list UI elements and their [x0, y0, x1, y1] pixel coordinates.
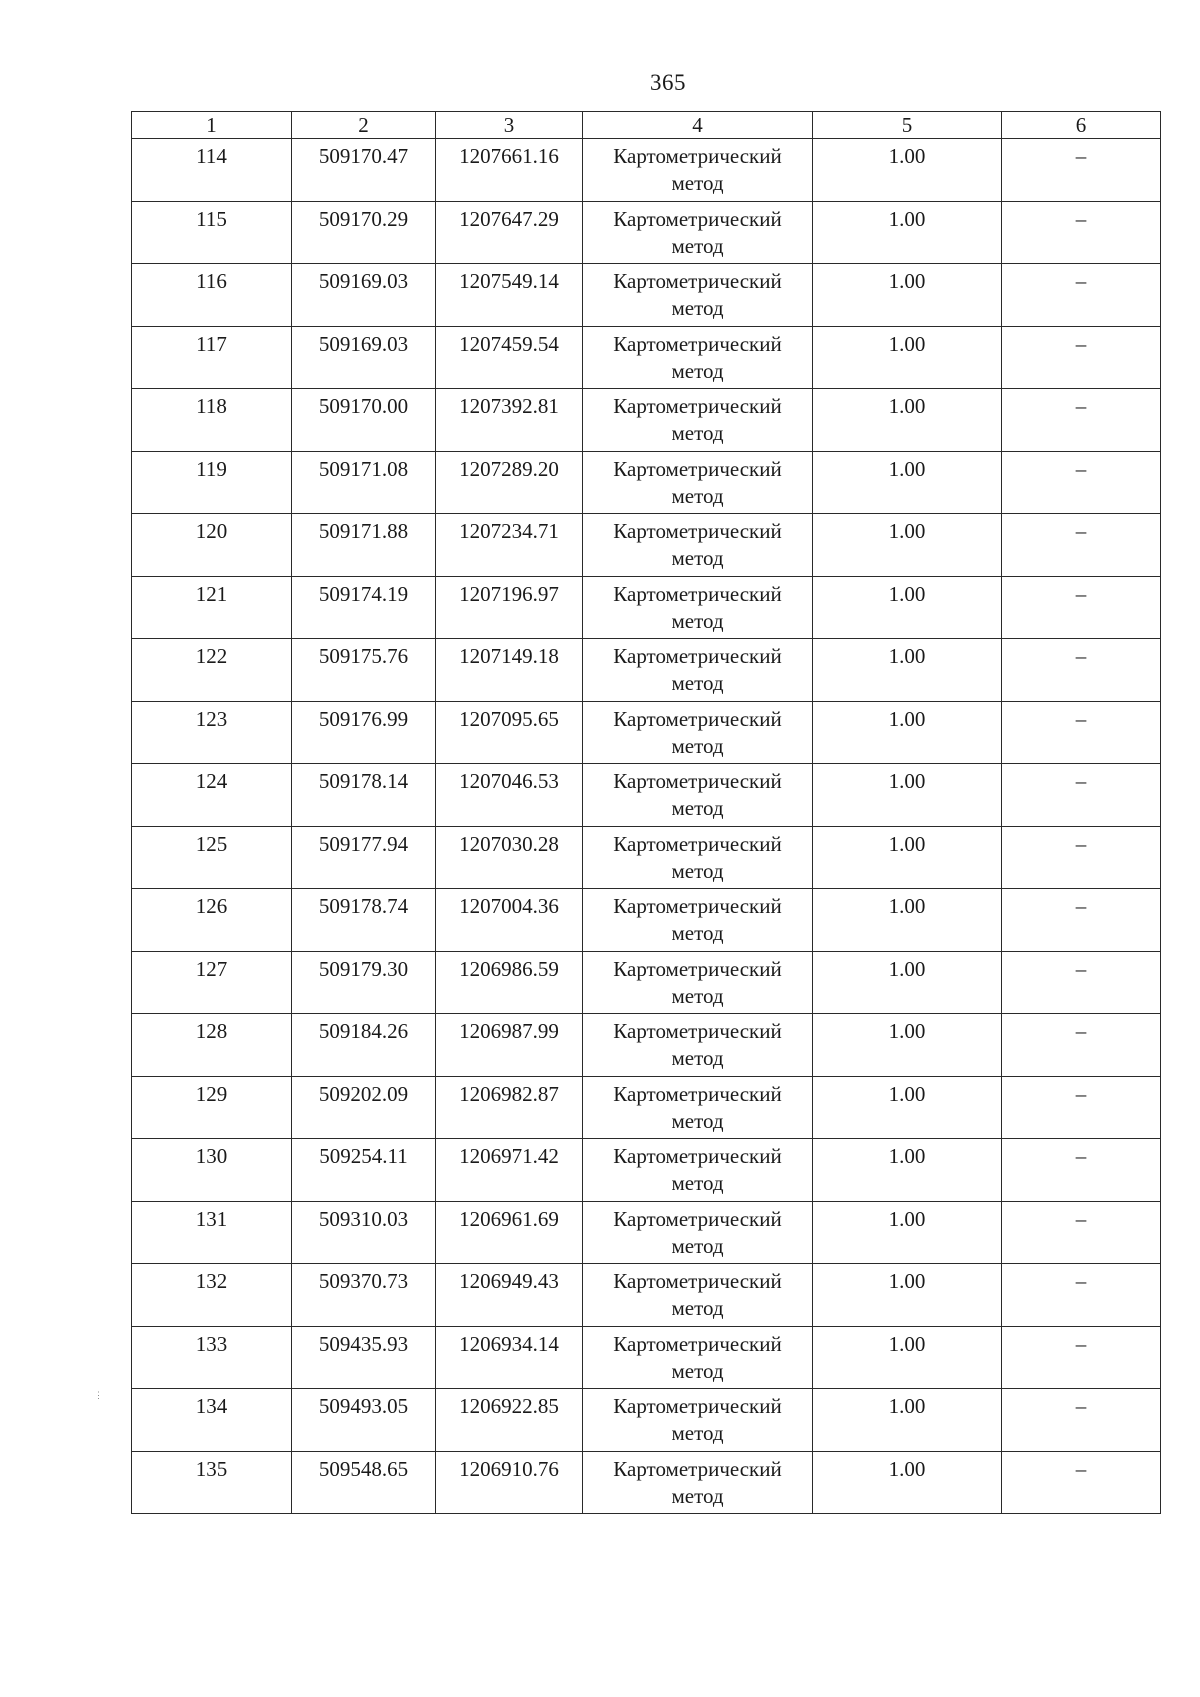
cell-point-number: 126	[132, 889, 292, 952]
table-row	[132, 1076, 1161, 1139]
cell-note: –	[1002, 951, 1161, 1014]
cell-point-number: 135	[132, 1451, 292, 1514]
cell-note: –	[1002, 326, 1161, 389]
cell-coordinate-x: 509169.03	[292, 326, 436, 389]
cell-coordinate-y: 1207234.71	[436, 514, 583, 577]
cell-note: –	[1002, 826, 1161, 889]
cell-coordinate-x: 509170.47	[292, 139, 436, 202]
cell-coordinate-x: 509171.88	[292, 514, 436, 577]
table-row	[132, 1139, 1161, 1202]
cell-method: Картометрический метод	[583, 764, 813, 827]
table-row	[132, 1451, 1161, 1514]
cell-accuracy: 1.00	[813, 951, 1002, 1014]
cell-method: Картометрический метод	[583, 139, 813, 202]
cell-note: –	[1002, 139, 1161, 202]
cell-accuracy: 1.00	[813, 139, 1002, 202]
cell-note: –	[1002, 1014, 1161, 1077]
cell-coordinate-x: 509170.29	[292, 201, 436, 264]
cell-method: Картометрический метод	[583, 1139, 813, 1202]
cell-coordinate-x: 509202.09	[292, 1076, 436, 1139]
table-row	[132, 889, 1161, 952]
table-header	[132, 112, 1161, 139]
cell-accuracy: 1.00	[813, 514, 1002, 577]
scan-speck: ⋮	[94, 1390, 103, 1400]
column-header: 5	[813, 112, 1002, 139]
page-number: 365	[650, 70, 686, 95]
cell-method: Картометрический метод	[583, 451, 813, 514]
cell-point-number: 127	[132, 951, 292, 1014]
cell-point-number: 121	[132, 576, 292, 639]
cell-coordinate-y: 1207647.29	[436, 201, 583, 264]
cell-point-number: 123	[132, 701, 292, 764]
cell-point-number: 134	[132, 1389, 292, 1452]
cell-method: Картометрический метод	[583, 951, 813, 1014]
cell-method: Картометрический метод	[583, 826, 813, 889]
cell-coordinate-y: 1207392.81	[436, 389, 583, 452]
cell-note: –	[1002, 1451, 1161, 1514]
table-row	[132, 764, 1161, 827]
table-row	[132, 389, 1161, 452]
cell-method: Картометрический метод	[583, 639, 813, 702]
cell-coordinate-y: 1207196.97	[436, 576, 583, 639]
cell-point-number: 132	[132, 1264, 292, 1327]
cell-coordinate-y: 1207459.54	[436, 326, 583, 389]
cell-accuracy: 1.00	[813, 201, 1002, 264]
cell-coordinate-y: 1207095.65	[436, 701, 583, 764]
cell-coordinate-x: 509178.14	[292, 764, 436, 827]
cell-note: –	[1002, 389, 1161, 452]
cell-coordinate-y: 1206961.69	[436, 1201, 583, 1264]
table-row	[132, 1014, 1161, 1077]
cell-coordinate-y: 1206982.87	[436, 1076, 583, 1139]
cell-coordinate-y: 1207149.18	[436, 639, 583, 702]
cell-point-number: 120	[132, 514, 292, 577]
cell-coordinate-x: 509171.08	[292, 451, 436, 514]
table-row	[132, 514, 1161, 577]
cell-point-number: 119	[132, 451, 292, 514]
cell-coordinate-y: 1206910.76	[436, 1451, 583, 1514]
cell-accuracy: 1.00	[813, 576, 1002, 639]
cell-coordinate-x: 509254.11	[292, 1139, 436, 1202]
cell-coordinate-x: 509493.05	[292, 1389, 436, 1452]
column-header: 3	[436, 112, 583, 139]
cell-method: Картометрический метод	[583, 1326, 813, 1389]
header-row	[132, 112, 1161, 139]
cell-method: Картометрический метод	[583, 1451, 813, 1514]
cell-coordinate-x: 509177.94	[292, 826, 436, 889]
cell-accuracy: 1.00	[813, 451, 1002, 514]
cell-method: Картометрический метод	[583, 201, 813, 264]
cell-method: Картометрический метод	[583, 1076, 813, 1139]
cell-method: Картометрический метод	[583, 1014, 813, 1077]
cell-point-number: 131	[132, 1201, 292, 1264]
table-row	[132, 451, 1161, 514]
cell-point-number: 118	[132, 389, 292, 452]
cell-coordinate-y: 1206934.14	[436, 1326, 583, 1389]
table-row	[132, 1389, 1161, 1452]
cell-accuracy: 1.00	[813, 1326, 1002, 1389]
cell-accuracy: 1.00	[813, 264, 1002, 327]
cell-accuracy: 1.00	[813, 1451, 1002, 1514]
cell-accuracy: 1.00	[813, 639, 1002, 702]
cell-coordinate-x: 509176.99	[292, 701, 436, 764]
cell-note: –	[1002, 1201, 1161, 1264]
cell-accuracy: 1.00	[813, 1014, 1002, 1077]
cell-note: –	[1002, 889, 1161, 952]
cell-coordinate-x: 509178.74	[292, 889, 436, 952]
cell-accuracy: 1.00	[813, 1389, 1002, 1452]
cell-note: –	[1002, 764, 1161, 827]
table-row	[132, 139, 1161, 202]
cell-coordinate-y: 1207661.16	[436, 139, 583, 202]
cell-coordinate-y: 1206922.85	[436, 1389, 583, 1452]
table-row	[132, 951, 1161, 1014]
cell-coordinate-x: 509184.26	[292, 1014, 436, 1077]
cell-method: Картометрический метод	[583, 889, 813, 952]
cell-method: Картометрический метод	[583, 701, 813, 764]
cell-note: –	[1002, 639, 1161, 702]
table-row	[132, 1326, 1161, 1389]
cell-coordinate-y: 1207289.20	[436, 451, 583, 514]
table-row	[132, 826, 1161, 889]
table-row	[132, 701, 1161, 764]
table-row	[132, 576, 1161, 639]
cell-accuracy: 1.00	[813, 389, 1002, 452]
cell-accuracy: 1.00	[813, 1201, 1002, 1264]
cell-point-number: 114	[132, 139, 292, 202]
cell-coordinate-x: 509435.93	[292, 1326, 436, 1389]
cell-accuracy: 1.00	[813, 1139, 1002, 1202]
column-header: 4	[583, 112, 813, 139]
cell-note: –	[1002, 1264, 1161, 1327]
cell-accuracy: 1.00	[813, 889, 1002, 952]
cell-method: Картометрический метод	[583, 326, 813, 389]
cell-point-number: 117	[132, 326, 292, 389]
cell-point-number: 124	[132, 764, 292, 827]
cell-note: –	[1002, 1076, 1161, 1139]
table-row	[132, 639, 1161, 702]
cell-method: Картометрический метод	[583, 514, 813, 577]
cell-note: –	[1002, 514, 1161, 577]
cell-note: –	[1002, 264, 1161, 327]
cell-coordinate-x: 509169.03	[292, 264, 436, 327]
cell-coordinate-y: 1207046.53	[436, 764, 583, 827]
cell-point-number: 133	[132, 1326, 292, 1389]
cell-note: –	[1002, 201, 1161, 264]
cell-point-number: 129	[132, 1076, 292, 1139]
cell-note: –	[1002, 701, 1161, 764]
cell-point-number: 122	[132, 639, 292, 702]
cell-note: –	[1002, 1326, 1161, 1389]
column-header: 6	[1002, 112, 1161, 139]
cell-coordinate-y: 1206987.99	[436, 1014, 583, 1077]
cell-note: –	[1002, 576, 1161, 639]
table-row	[132, 326, 1161, 389]
table-row	[132, 201, 1161, 264]
cell-note: –	[1002, 1389, 1161, 1452]
cell-coordinate-x: 509170.00	[292, 389, 436, 452]
cell-accuracy: 1.00	[813, 1264, 1002, 1327]
cell-accuracy: 1.00	[813, 701, 1002, 764]
table-row	[132, 1201, 1161, 1264]
cell-accuracy: 1.00	[813, 826, 1002, 889]
cell-method: Картометрический метод	[583, 576, 813, 639]
cell-point-number: 130	[132, 1139, 292, 1202]
cell-note: –	[1002, 1139, 1161, 1202]
cell-accuracy: 1.00	[813, 1076, 1002, 1139]
cell-coordinate-x: 509179.30	[292, 951, 436, 1014]
cell-point-number: 128	[132, 1014, 292, 1077]
cell-method: Картометрический метод	[583, 1201, 813, 1264]
cell-accuracy: 1.00	[813, 764, 1002, 827]
cell-method: Картометрический метод	[583, 1264, 813, 1327]
cell-note: –	[1002, 451, 1161, 514]
cell-point-number: 115	[132, 201, 292, 264]
coordinates-table	[131, 111, 1161, 1514]
cell-method: Картометрический метод	[583, 264, 813, 327]
table-row	[132, 1264, 1161, 1327]
cell-point-number: 116	[132, 264, 292, 327]
cell-coordinate-y: 1206986.59	[436, 951, 583, 1014]
cell-coordinate-y: 1206949.43	[436, 1264, 583, 1327]
cell-coordinate-x: 509310.03	[292, 1201, 436, 1264]
cell-coordinate-x: 509175.76	[292, 639, 436, 702]
cell-coordinate-y: 1207549.14	[436, 264, 583, 327]
cell-coordinate-y: 1207030.28	[436, 826, 583, 889]
table-body	[132, 139, 1161, 1514]
cell-method: Картометрический метод	[583, 1389, 813, 1452]
cell-coordinate-x: 509174.19	[292, 576, 436, 639]
column-header: 2	[292, 112, 436, 139]
cell-coordinate-x: 509370.73	[292, 1264, 436, 1327]
cell-point-number: 125	[132, 826, 292, 889]
cell-coordinate-x: 509548.65	[292, 1451, 436, 1514]
column-header: 1	[132, 112, 292, 139]
table-row	[132, 264, 1161, 327]
cell-coordinate-y: 1207004.36	[436, 889, 583, 952]
cell-coordinate-y: 1206971.42	[436, 1139, 583, 1202]
cell-accuracy: 1.00	[813, 326, 1002, 389]
cell-method: Картометрический метод	[583, 389, 813, 452]
